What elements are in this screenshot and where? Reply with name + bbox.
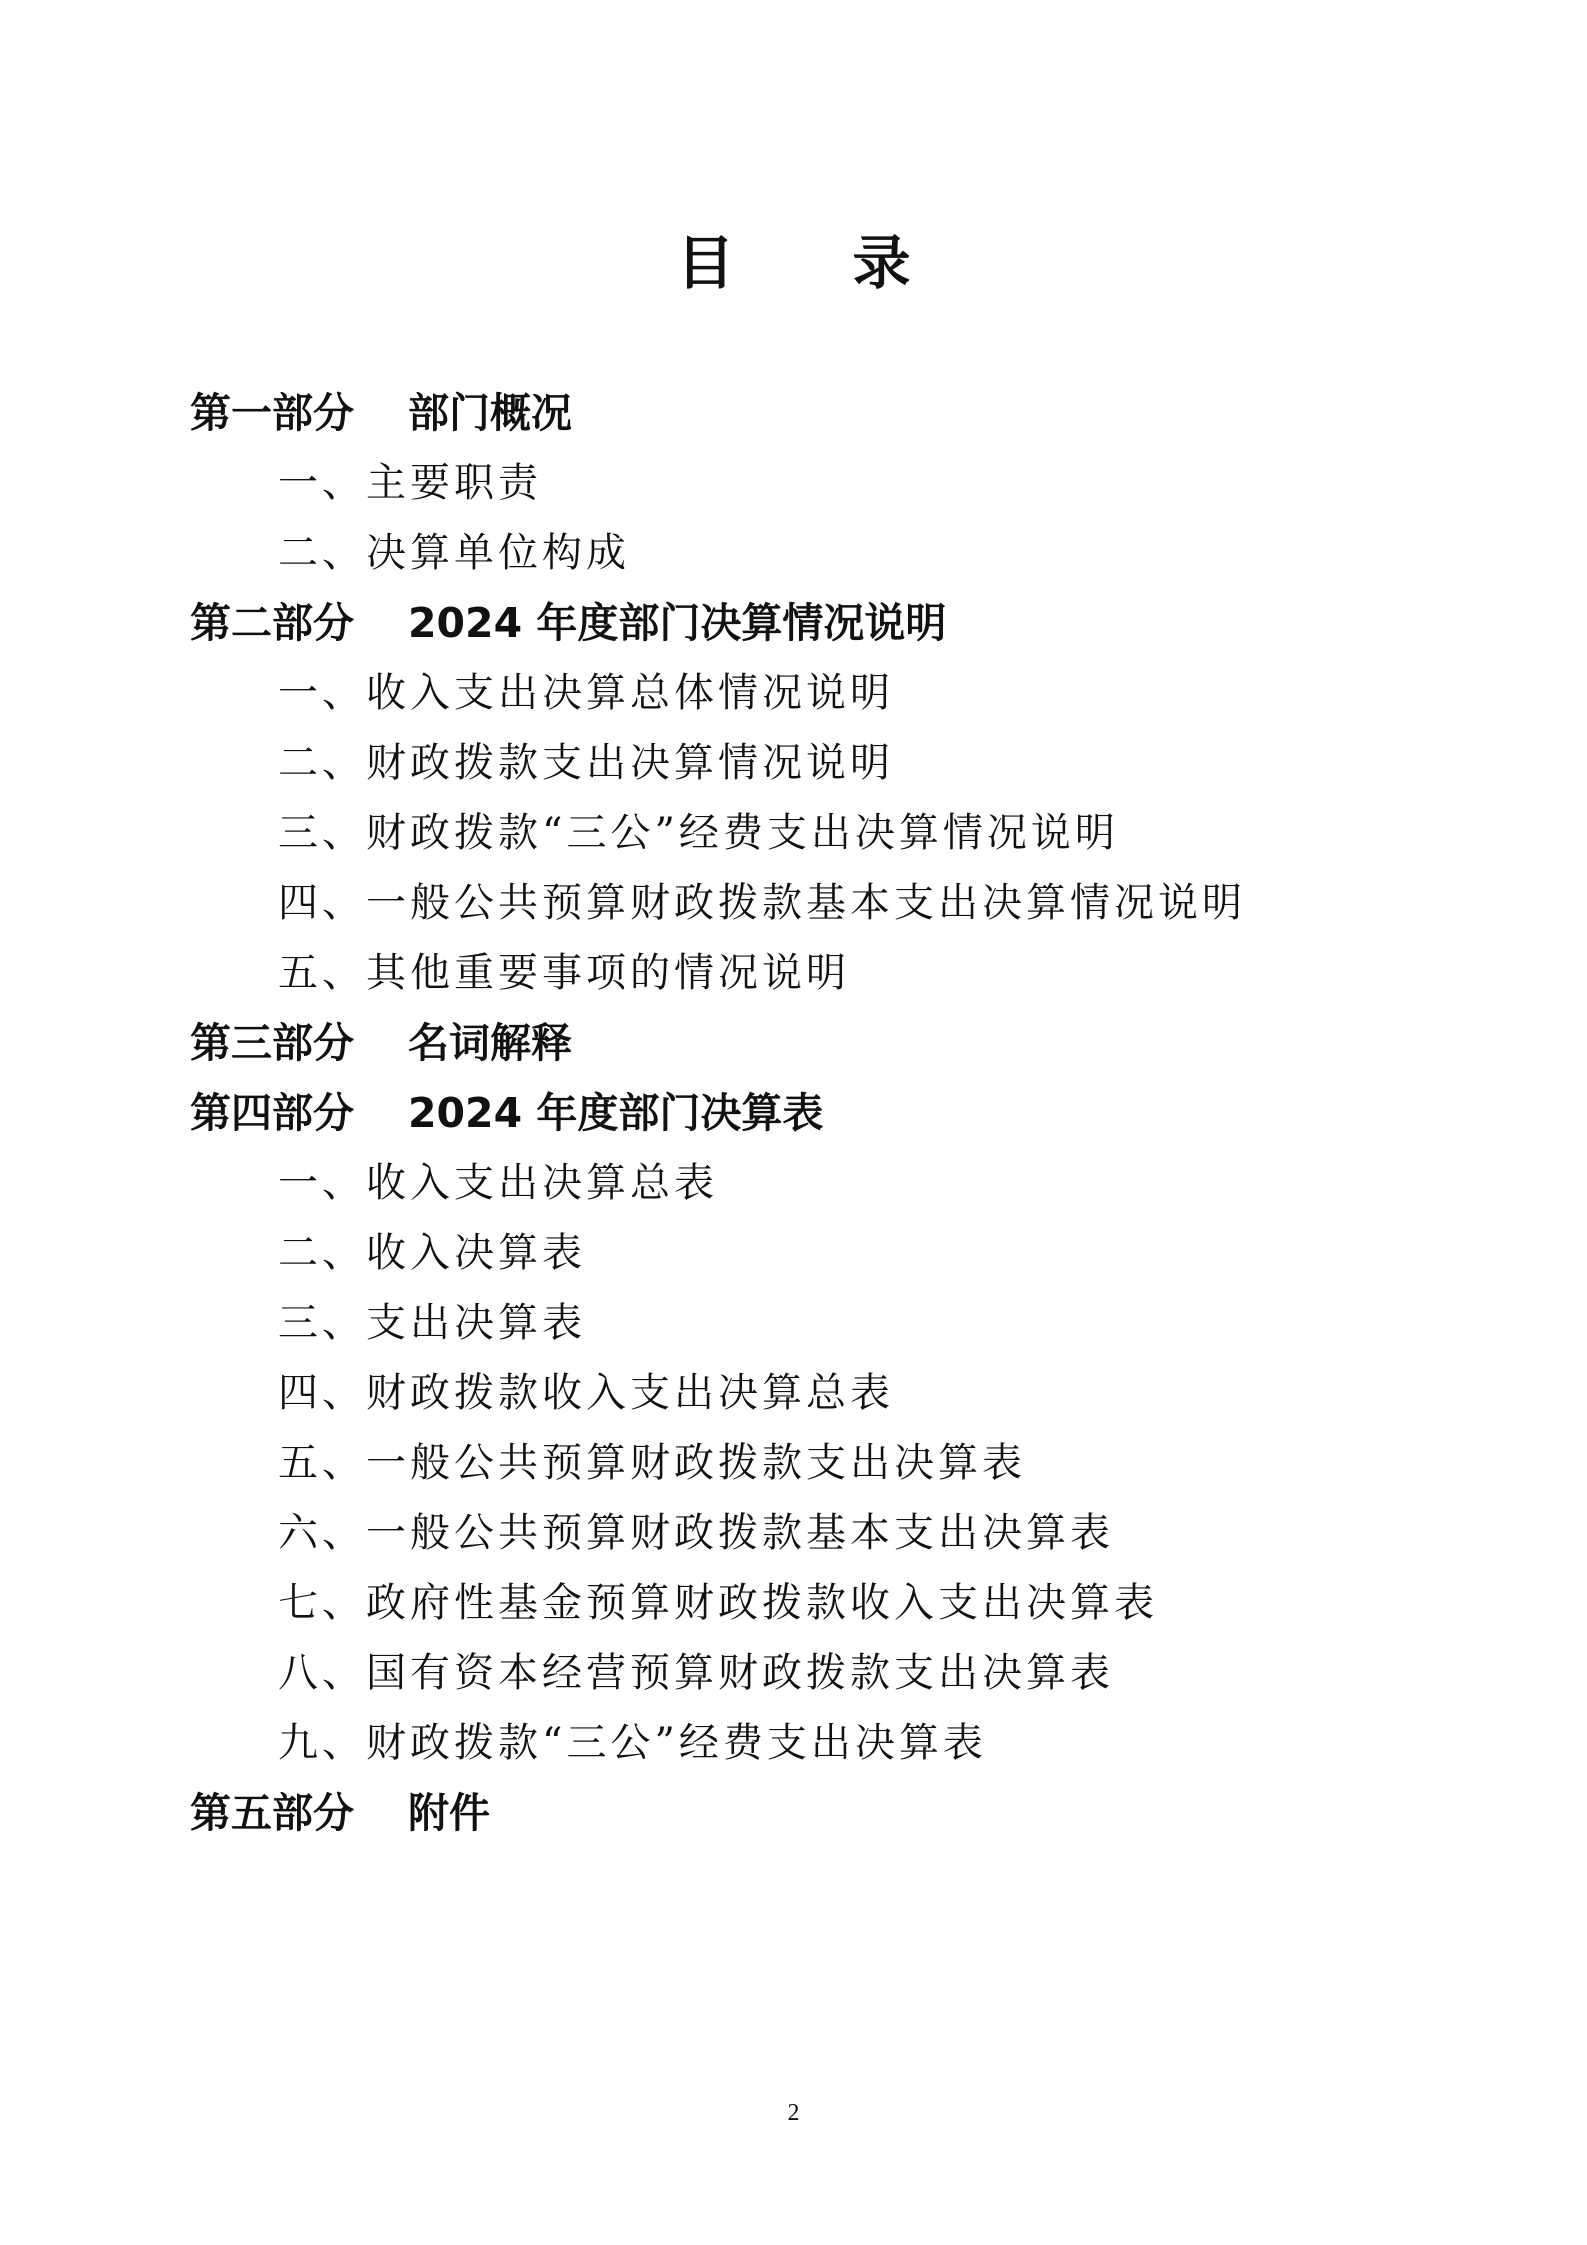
part-title: 名词解释 [408, 1019, 572, 1067]
toc-item[interactable]: 三、财政拨款“三公”经费支出决算情况说明 [278, 810, 1119, 856]
toc-item[interactable]: 四、财政拨款收入支出决算总表 [278, 1370, 894, 1416]
part-title: 部门概况 [408, 389, 572, 437]
toc-item[interactable]: 二、收入决算表 [278, 1230, 586, 1276]
toc-part-2[interactable] [190, 588, 1410, 658]
part-title: 附件 [408, 1789, 490, 1837]
toc-part-4[interactable] [190, 1078, 1410, 1148]
toc-item[interactable]: 八、国有资本经营预算财政拨款支出决算表 [278, 1650, 1114, 1696]
toc-item[interactable]: 六、一般公共预算财政拨款基本支出决算表 [278, 1510, 1114, 1556]
part-label: 第二部分 [190, 599, 354, 647]
title-char-1: 目 [676, 229, 735, 297]
title-char-2: 录 [852, 229, 911, 297]
toc-item[interactable]: 一、收入支出决算总体情况说明 [278, 670, 894, 716]
toc-item[interactable]: 一、收入支出决算总表 [278, 1160, 718, 1206]
toc-item[interactable]: 二、决算单位构成 [278, 530, 630, 576]
toc-part-1[interactable] [190, 378, 1410, 448]
toc-item[interactable]: 七、政府性基金预算财政拨款收入支出决算表 [278, 1580, 1158, 1626]
toc-item[interactable]: 一、主要职责 [278, 460, 542, 506]
toc-item[interactable]: 五、其他重要事项的情况说明 [278, 950, 850, 996]
part-title: 2024 年度部门决算表 [408, 1089, 824, 1137]
part-label: 第四部分 [190, 1089, 354, 1137]
page-number: 2 [787, 2100, 800, 2126]
part-label: 第三部分 [190, 1019, 354, 1067]
toc-item[interactable]: 二、财政拨款支出决算情况说明 [278, 740, 894, 786]
part-label: 第五部分 [190, 1789, 354, 1837]
toc-part-5[interactable] [190, 1778, 1410, 1848]
part-label: 第一部分 [190, 389, 354, 437]
toc-item[interactable]: 五、一般公共预算财政拨款支出决算表 [278, 1440, 1026, 1486]
toc-item[interactable]: 九、财政拨款“三公”经费支出决算表 [278, 1720, 987, 1766]
part-title: 2024 年度部门决算情况说明 [408, 599, 947, 647]
toc-item[interactable]: 四、一般公共预算财政拨款基本支出决算情况说明 [278, 880, 1246, 926]
table-of-contents [190, 378, 1410, 1848]
toc-part-3[interactable] [190, 1008, 1410, 1078]
toc-item[interactable]: 三、支出决算表 [278, 1300, 586, 1346]
page-title [0, 228, 1587, 298]
